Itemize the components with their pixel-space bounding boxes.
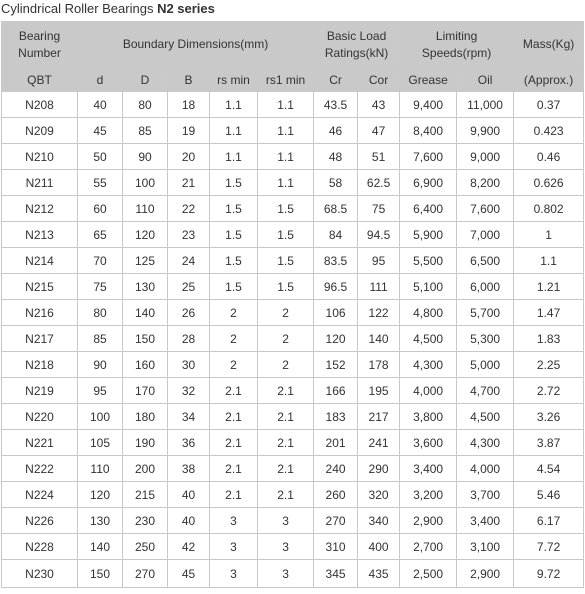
table-cell: N228 <box>2 534 78 560</box>
table-cell: 230 <box>123 508 168 534</box>
table-cell: N216 <box>2 300 78 326</box>
table-cell: 105 <box>78 430 123 456</box>
subheader-cell: rs min <box>210 68 258 92</box>
table-cell: 42 <box>168 534 210 560</box>
table-cell: 170 <box>123 378 168 404</box>
table-cell: 90 <box>123 144 168 170</box>
table-cell: 110 <box>123 196 168 222</box>
table-cell: 2.1 <box>258 482 314 508</box>
table-cell: 0.423 <box>514 118 584 144</box>
header-basic-load: Basic Load Ratings(kN) <box>314 22 400 68</box>
table-cell: 3,100 <box>457 534 514 560</box>
header-row-main <box>2 22 584 68</box>
table-cell: 5,900 <box>400 222 457 248</box>
table-cell: 5,700 <box>457 300 514 326</box>
table-cell: 9.72 <box>514 560 584 588</box>
table-cell: 4,500 <box>457 404 514 430</box>
table-cell: 96.5 <box>314 274 358 300</box>
table-cell: 3 <box>258 534 314 560</box>
table-row <box>2 222 584 248</box>
table-cell: 3 <box>210 560 258 588</box>
table-cell: 75 <box>358 196 400 222</box>
table-cell: 2,900 <box>400 508 457 534</box>
subheader-cell: Oil <box>457 68 514 92</box>
table-cell: 6,900 <box>400 170 457 196</box>
table-cell: 21 <box>168 170 210 196</box>
table-cell: 140 <box>123 300 168 326</box>
table-cell: 19 <box>168 118 210 144</box>
table-cell: 3.87 <box>514 430 584 456</box>
subheader-cell: Grease <box>400 68 457 92</box>
table-cell: 3 <box>210 508 258 534</box>
table-cell: 1 <box>514 222 584 248</box>
table-cell: 40 <box>168 482 210 508</box>
table-cell: 345 <box>314 560 358 588</box>
title-prefix: Cylindrical Roller Bearings <box>1 1 158 16</box>
table-cell: 270 <box>123 560 168 588</box>
table-cell: 80 <box>78 300 123 326</box>
table-cell: 30 <box>168 352 210 378</box>
table-cell: 43.5 <box>314 92 358 118</box>
table-cell: 120 <box>314 326 358 352</box>
table-cell: 18 <box>168 92 210 118</box>
table-cell: 34 <box>168 404 210 430</box>
table-cell: 45 <box>168 560 210 588</box>
table-cell: 51 <box>358 144 400 170</box>
table-cell: 180 <box>123 404 168 430</box>
table-cell: 0.802 <box>514 196 584 222</box>
table-cell: 122 <box>358 300 400 326</box>
table-cell: 201 <box>314 430 358 456</box>
table-cell: 65 <box>78 222 123 248</box>
subheader-cell: B <box>168 68 210 92</box>
table-cell: 5,100 <box>400 274 457 300</box>
table-cell: 270 <box>314 508 358 534</box>
table-cell: 217 <box>358 404 400 430</box>
table-cell: 1.5 <box>258 222 314 248</box>
table-cell: N230 <box>2 560 78 588</box>
table-row <box>2 430 584 456</box>
table-cell: 120 <box>78 482 123 508</box>
table-cell: 3.26 <box>514 404 584 430</box>
table-cell: 6,500 <box>457 248 514 274</box>
table-row <box>2 404 584 430</box>
table-cell: 1.1 <box>258 92 314 118</box>
table-row <box>2 482 584 508</box>
table-cell: N215 <box>2 274 78 300</box>
table-cell: 94.5 <box>358 222 400 248</box>
table-cell: 290 <box>358 456 400 482</box>
table-cell: 1.5 <box>210 196 258 222</box>
table-cell: 5,500 <box>400 248 457 274</box>
table-cell: 3,600 <box>400 430 457 456</box>
table-cell: N220 <box>2 404 78 430</box>
table-cell: 24 <box>168 248 210 274</box>
subheader-cell: Cr <box>314 68 358 92</box>
table-cell: 110 <box>78 456 123 482</box>
table-cell: 1.5 <box>210 274 258 300</box>
table-cell: 2.1 <box>210 456 258 482</box>
table-cell: 84 <box>314 222 358 248</box>
table-cell: 150 <box>123 326 168 352</box>
table-cell: 241 <box>358 430 400 456</box>
table-cell: 68.5 <box>314 196 358 222</box>
table-cell: 2.1 <box>210 378 258 404</box>
table-cell: 25 <box>168 274 210 300</box>
table-cell: 1.1 <box>210 118 258 144</box>
table-cell: 100 <box>123 170 168 196</box>
table-cell: 2 <box>258 352 314 378</box>
table-row <box>2 456 584 482</box>
table-cell: 4.54 <box>514 456 584 482</box>
table-cell: 2.72 <box>514 378 584 404</box>
table-cell: 3,800 <box>400 404 457 430</box>
table-cell: 100 <box>78 404 123 430</box>
table-cell: 190 <box>123 430 168 456</box>
table-cell: 125 <box>123 248 168 274</box>
table-cell: 75 <box>78 274 123 300</box>
table-cell: 2.1 <box>258 456 314 482</box>
table-cell: 80 <box>123 92 168 118</box>
table-cell: 58 <box>314 170 358 196</box>
table-cell: 2,500 <box>400 560 457 588</box>
table-cell: 2,900 <box>457 560 514 588</box>
table-cell: 215 <box>123 482 168 508</box>
table-row <box>2 352 584 378</box>
header-boundary-dimensions: Boundary Dimensions(mm) <box>78 22 314 68</box>
table-cell: 2.1 <box>258 378 314 404</box>
table-row <box>2 92 584 118</box>
table-cell: 130 <box>123 274 168 300</box>
table-cell: 4,300 <box>457 430 514 456</box>
table-cell: 38 <box>168 456 210 482</box>
header-mass: Mass(Kg) <box>514 22 584 68</box>
table-cell: 40 <box>78 92 123 118</box>
table-cell: 8,400 <box>400 118 457 144</box>
table-cell: 1.21 <box>514 274 584 300</box>
table-cell: N218 <box>2 352 78 378</box>
table-cell: 160 <box>123 352 168 378</box>
table-cell: 45 <box>78 118 123 144</box>
header-row-sub <box>2 68 584 92</box>
table-cell: 28 <box>168 326 210 352</box>
table-cell: 2.1 <box>258 404 314 430</box>
table-cell: 240 <box>314 456 358 482</box>
table-cell: 6,400 <box>400 196 457 222</box>
table-cell: N224 <box>2 482 78 508</box>
table-cell: 11,000 <box>457 92 514 118</box>
table-cell: 2,700 <box>400 534 457 560</box>
table-cell: 3,700 <box>457 482 514 508</box>
table-cell: N214 <box>2 248 78 274</box>
table-cell: 260 <box>314 482 358 508</box>
table-cell: 183 <box>314 404 358 430</box>
table-row <box>2 560 584 588</box>
table-cell: 7,600 <box>400 144 457 170</box>
table-cell: N213 <box>2 222 78 248</box>
table-cell: 9,400 <box>400 92 457 118</box>
table-cell: 140 <box>358 326 400 352</box>
table-cell: 46 <box>314 118 358 144</box>
table-cell: 1.5 <box>258 248 314 274</box>
table-cell: 60 <box>78 196 123 222</box>
table-cell: 9,900 <box>457 118 514 144</box>
table-cell: 47 <box>358 118 400 144</box>
title-series: N2 series <box>157 1 215 16</box>
table-cell: 4,300 <box>400 352 457 378</box>
table-cell: 400 <box>358 534 400 560</box>
table-cell: 1.1 <box>258 144 314 170</box>
table-row <box>2 508 584 534</box>
table-cell: N210 <box>2 144 78 170</box>
table-cell: 178 <box>358 352 400 378</box>
table-cell: 50 <box>78 144 123 170</box>
table-cell: 90 <box>78 352 123 378</box>
table-cell: 55 <box>78 170 123 196</box>
table-cell: 1.1 <box>258 118 314 144</box>
table-row <box>2 248 584 274</box>
table-row <box>2 300 584 326</box>
table-cell: N211 <box>2 170 78 196</box>
table-cell: N219 <box>2 378 78 404</box>
table-cell: 130 <box>78 508 123 534</box>
table-cell: 83.5 <box>314 248 358 274</box>
table-cell: N212 <box>2 196 78 222</box>
subheader-cell: Cor <box>358 68 400 92</box>
table-cell: 1.5 <box>258 274 314 300</box>
subheader-cell: d <box>78 68 123 92</box>
table-cell: 4,800 <box>400 300 457 326</box>
header-limiting-speeds: Limiting Speeds(rpm) <box>400 22 514 68</box>
table-cell: 320 <box>358 482 400 508</box>
table-cell: 3,200 <box>400 482 457 508</box>
table-cell: 36 <box>168 430 210 456</box>
table-cell: 310 <box>314 534 358 560</box>
table-cell: 40 <box>168 508 210 534</box>
table-cell: N221 <box>2 430 78 456</box>
table-cell: 195 <box>358 378 400 404</box>
table-cell: 1.5 <box>210 222 258 248</box>
table-cell: 20 <box>168 144 210 170</box>
bearing-spec-table <box>1 21 584 588</box>
table-cell: 95 <box>78 378 123 404</box>
table-cell: 2 <box>210 352 258 378</box>
table-cell: 9,000 <box>457 144 514 170</box>
table-row <box>2 378 584 404</box>
table-cell: 23 <box>168 222 210 248</box>
table-cell: 111 <box>358 274 400 300</box>
table-cell: 95 <box>358 248 400 274</box>
table-cell: 106 <box>314 300 358 326</box>
subheader-cell: QBT <box>2 68 78 92</box>
table-cell: 1.5 <box>210 170 258 196</box>
table-row <box>2 170 584 196</box>
table-cell: 32 <box>168 378 210 404</box>
table-cell: 120 <box>123 222 168 248</box>
subheader-cell: (Approx.) <box>514 68 584 92</box>
table-cell: 1.1 <box>210 92 258 118</box>
table-cell: 4,700 <box>457 378 514 404</box>
table-row <box>2 196 584 222</box>
table-cell: 4,000 <box>457 456 514 482</box>
table-cell: 3 <box>258 560 314 588</box>
table-cell: 0.46 <box>514 144 584 170</box>
table-cell: 166 <box>314 378 358 404</box>
subheader-cell: rs1 min <box>258 68 314 92</box>
table-cell: 1.5 <box>210 248 258 274</box>
table-row <box>2 326 584 352</box>
table-cell: 2 <box>258 326 314 352</box>
table-cell: 140 <box>78 534 123 560</box>
table-cell: 2 <box>210 326 258 352</box>
table-cell: 1.83 <box>514 326 584 352</box>
table-cell: 4,000 <box>400 378 457 404</box>
table-cell: 435 <box>358 560 400 588</box>
table-cell: 1.1 <box>210 144 258 170</box>
table-cell: 0.626 <box>514 170 584 196</box>
table-cell: N208 <box>2 92 78 118</box>
table-cell: 5,300 <box>457 326 514 352</box>
table-cell: 1.1 <box>258 170 314 196</box>
table-cell: 7.72 <box>514 534 584 560</box>
table-cell: 2 <box>258 300 314 326</box>
table-cell: 4,500 <box>400 326 457 352</box>
table-cell: 8,200 <box>457 170 514 196</box>
table-cell: 7,000 <box>457 222 514 248</box>
table-cell: 5.46 <box>514 482 584 508</box>
table-cell: 2.1 <box>210 482 258 508</box>
subheader-cell: D <box>123 68 168 92</box>
table-cell: 85 <box>123 118 168 144</box>
table-cell: 1.1 <box>514 248 584 274</box>
table-cell: 250 <box>123 534 168 560</box>
table-row <box>2 118 584 144</box>
page-title <box>1 0 215 20</box>
table-cell: 26 <box>168 300 210 326</box>
table-cell: 48 <box>314 144 358 170</box>
table-cell: 150 <box>78 560 123 588</box>
table-cell: 85 <box>78 326 123 352</box>
table-cell: 2.1 <box>210 404 258 430</box>
table-cell: 152 <box>314 352 358 378</box>
table-cell: 1.47 <box>514 300 584 326</box>
table-cell: 2.1 <box>210 430 258 456</box>
table-cell: 22 <box>168 196 210 222</box>
table-cell: 200 <box>123 456 168 482</box>
table-cell: 5,000 <box>457 352 514 378</box>
table-cell: N226 <box>2 508 78 534</box>
table-cell: 3 <box>258 508 314 534</box>
table-cell: 2.1 <box>258 430 314 456</box>
header-bearing-number: Bearing Number <box>2 22 78 68</box>
table-row <box>2 144 584 170</box>
table-cell: 1.5 <box>258 196 314 222</box>
table-cell: N217 <box>2 326 78 352</box>
table-cell: N209 <box>2 118 78 144</box>
table-row <box>2 274 584 300</box>
table-cell: 3,400 <box>457 508 514 534</box>
table-cell: 3 <box>210 534 258 560</box>
table-cell: 43 <box>358 92 400 118</box>
table-cell: 7,600 <box>457 196 514 222</box>
table-cell: 340 <box>358 508 400 534</box>
table-row <box>2 534 584 560</box>
table-cell: 0.37 <box>514 92 584 118</box>
table-cell: 3,400 <box>400 456 457 482</box>
table-cell: 70 <box>78 248 123 274</box>
table-cell: N222 <box>2 456 78 482</box>
table-cell: 6.17 <box>514 508 584 534</box>
table-cell: 62.5 <box>358 170 400 196</box>
table-cell: 6,000 <box>457 274 514 300</box>
table-cell: 2 <box>210 300 258 326</box>
table-cell: 2.25 <box>514 352 584 378</box>
